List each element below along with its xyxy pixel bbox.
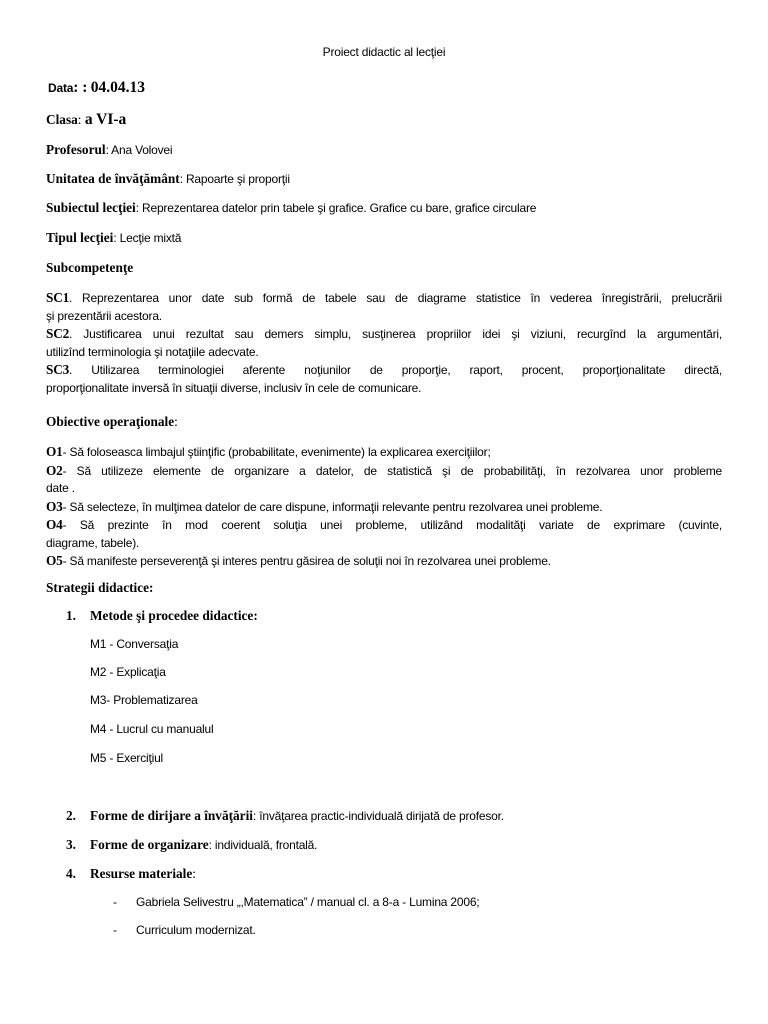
class-label: Clasa	[46, 112, 78, 127]
method-item: M1 - Conversaţia	[90, 637, 179, 651]
subcompetence-item-line	[46, 325, 722, 344]
date-value: 04.04.13	[90, 79, 145, 96]
resources-label: Resurse materiale	[90, 866, 193, 881]
objective-text: - Să selecteze, în mulţimea datelor de care dispune, informaţii relevante pentru rezolvarea unei probleme.	[62, 499, 603, 514]
resources-suffix: :	[192, 866, 196, 881]
class-separator: :	[77, 112, 85, 127]
objective-item-line	[46, 498, 722, 517]
objective-item-line: diagrame, tabele).	[46, 535, 140, 550]
lesson-type-value: : Lecţie mixtă	[113, 231, 182, 245]
objectives-heading-row	[46, 414, 178, 430]
objective-item-line	[46, 516, 722, 535]
unit-row	[46, 171, 290, 187]
organization-value: : individuală, frontală.	[208, 838, 318, 852]
objective-text: - Să prezinte în mod coerent soluţia unei probleme, utilizând modalităţi variate de exprimare (cuvinte,	[62, 518, 722, 532]
teacher-value: : Ana Volovei	[105, 143, 173, 157]
strategies-heading: Strategii didactice:	[46, 580, 154, 595]
subcompetence-code: SC3	[46, 362, 70, 377]
guidance-label: Forme de dirijare a învăţării	[90, 808, 253, 823]
teacher-row	[46, 142, 172, 158]
date-row	[48, 79, 145, 97]
organization-row	[90, 837, 317, 853]
objectives-heading: Obiective operaţionale	[46, 414, 175, 429]
objective-text: - Să utilizeze elemente de organizare a datelor, de statistică şi de probabilităţi, în rezolvarea unor probleme	[62, 463, 722, 478]
objective-item-line: date .	[46, 481, 75, 495]
resource-dash: -	[113, 895, 117, 909]
subcompetences-list	[46, 289, 722, 397]
subcompetence-item-line: proporţionalitate inversă în situaţii diverse, inclusiv în cele de comunicare.	[46, 380, 422, 395]
objective-text: - Să foloseasca limbajul ştiinţific (probabilitate, evenimente) la explicarea exerciţiilor;	[62, 445, 491, 459]
objective-code: O2	[46, 462, 63, 478]
document-title: Proiect didactic al lecţiei	[322, 45, 446, 59]
subcompetence-code: SC2	[46, 326, 70, 341]
resource-item: Gabriela Selivestru „,Matematica” / manual cl. a 8-a - Lumina 2006;	[136, 895, 480, 909]
subject-value: : Reprezentarea datelor prin tabele şi grafice. Grafice cu bare, grafice circulare	[135, 201, 537, 215]
objective-text: - Să manifeste perseverenţă şi interes pentru găsirea de soluţii noi în rezolvarea unei probleme.	[62, 554, 551, 568]
objective-code: O5	[46, 553, 63, 568]
teacher-label: Profesorul	[46, 142, 106, 157]
method-item: M5 - Exerciţiul	[90, 751, 164, 765]
objective-code: O3	[46, 498, 63, 514]
subcompetence-item-line	[46, 289, 722, 308]
subcompetence-text: . Reprezentarea unor date sub formă de tabele sau de diagrame statistice în vederea înregistrării, prelucrării	[69, 291, 722, 305]
subject-row	[46, 200, 536, 216]
organization-number: 3.	[66, 837, 76, 852]
objectives-list	[46, 443, 722, 571]
class-value: a VI-a	[84, 111, 127, 128]
resources-row	[90, 866, 196, 882]
lesson-type-row	[46, 230, 181, 246]
method-item: M4 - Lucrul cu manualul	[90, 722, 214, 736]
subcompetence-item-line: utilizînd terminologia şi notaţiile adecvate.	[46, 344, 259, 359]
class-row	[46, 111, 126, 129]
objective-item-line	[46, 462, 722, 481]
date-label: Data	[48, 81, 74, 95]
objective-code: O4	[46, 517, 63, 532]
unit-value: : Rapoarte şi proporţii	[179, 172, 290, 186]
resource-dash: -	[113, 923, 117, 937]
resources-number: 4.	[66, 866, 76, 881]
guidance-value: : învăţarea practic-individuală dirijată de profesor.	[252, 809, 504, 823]
methods-number: 1.	[66, 608, 76, 623]
subcompetence-code: SC1	[46, 290, 70, 305]
subcompetence-item-line	[46, 361, 722, 380]
method-item: M3- Problematizarea	[90, 693, 198, 707]
objective-code: O1	[46, 444, 63, 459]
subcompetence-item-line: şi prezentării acestora.	[46, 308, 162, 323]
objective-item-line	[46, 552, 722, 571]
subject-label: Subiectul lecţiei	[46, 200, 136, 215]
date-separator: : :	[73, 79, 88, 96]
method-item: M2 - Explicaţia	[90, 665, 166, 679]
guidance-row	[90, 808, 504, 824]
subcompetence-text: . Justificarea unui rezultat sau demers simplu, susţinerea propriilor idei şi viziuni, recurgînd la argumentări,	[69, 327, 722, 341]
unit-label: Unitatea de învăţământ	[46, 171, 180, 186]
organization-label: Forme de organizare	[90, 837, 209, 852]
methods-heading-row	[66, 608, 76, 624]
subcompetences-heading: Subcompetenţe	[46, 260, 134, 275]
guidance-number: 2.	[66, 808, 76, 823]
resource-item: Curriculum modernizat.	[136, 923, 256, 937]
methods-heading: Metode şi procedee didactice:	[90, 608, 258, 623]
objectives-heading-suffix: :	[174, 414, 178, 429]
objective-item-line	[46, 443, 722, 462]
subcompetence-text: . Utilizarea terminologiei aferente noţiunilor de proporţie, raport, procent, proporţionalitate directă,	[69, 363, 722, 377]
lesson-type-label: Tipul lecţiei	[46, 230, 114, 245]
